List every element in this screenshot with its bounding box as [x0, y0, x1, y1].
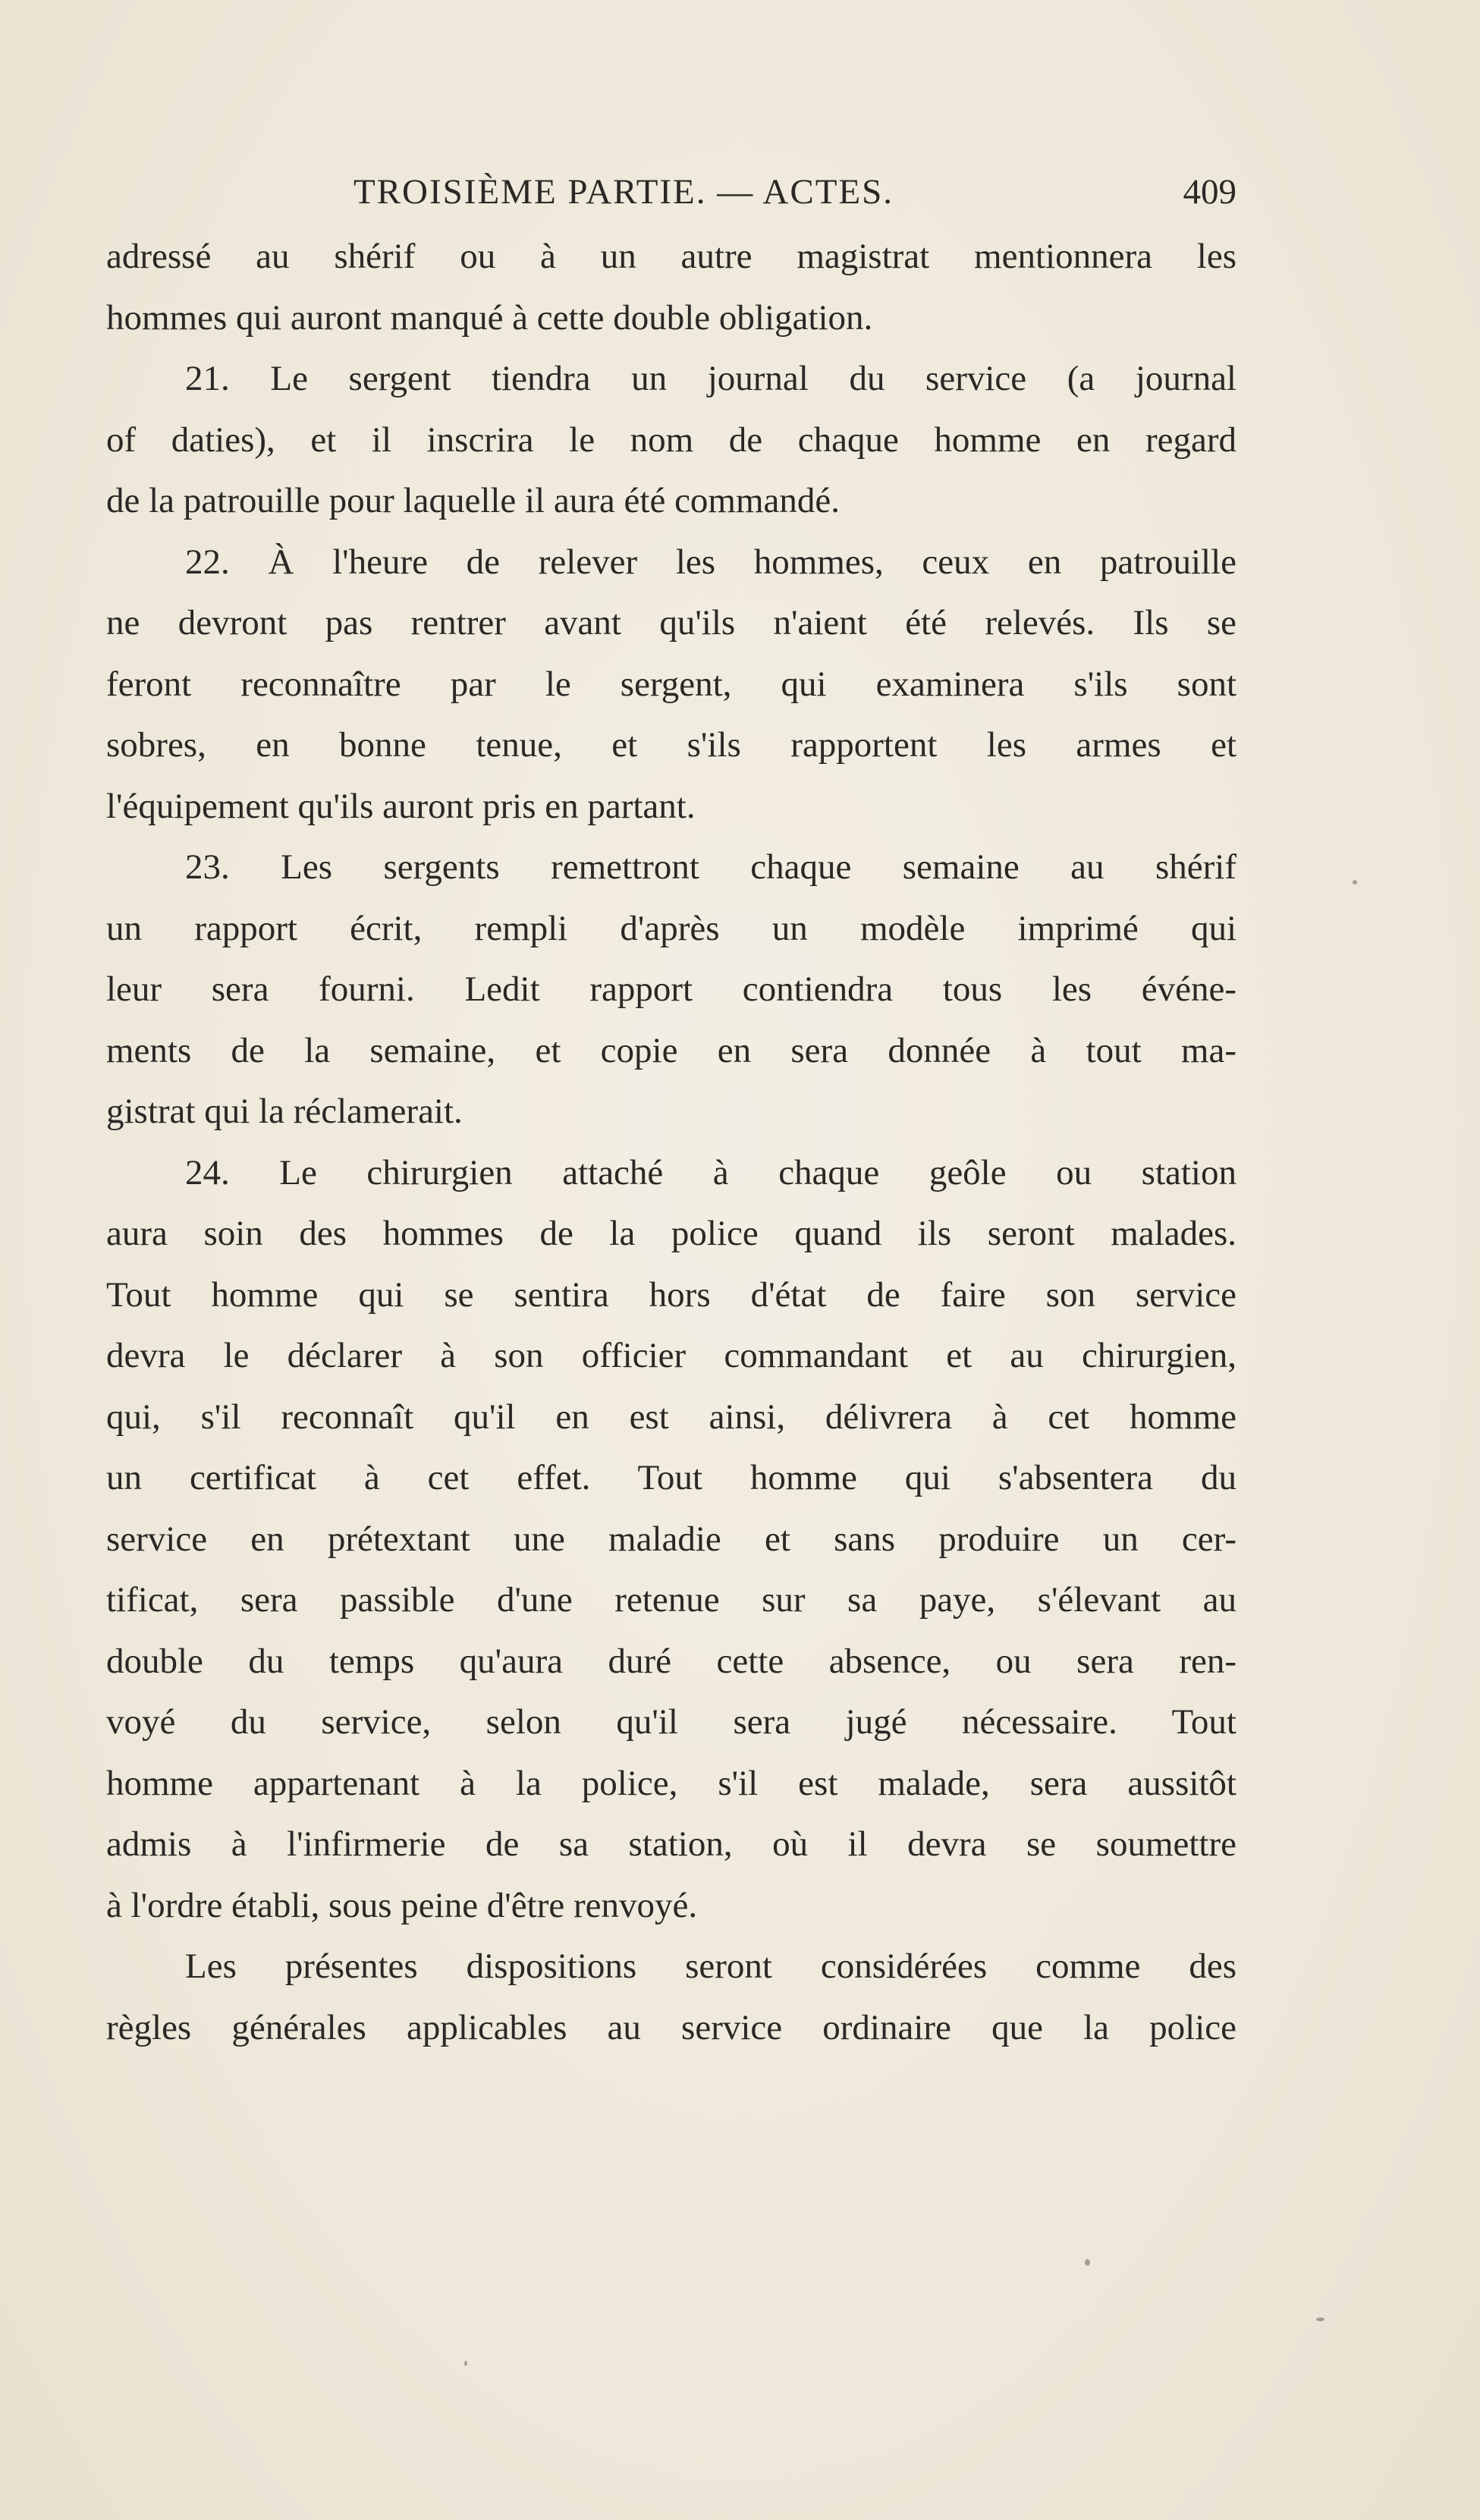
- text-line: leur sera fourni. Ledit rapport contiendra tous les événe-: [106, 969, 1236, 1009]
- text-line: admis à l'infirmerie de sa station, où il devra se soumettre: [106, 1824, 1236, 1864]
- text-line: ne devront pas rentrer avant qu'ils n'aient été relevés. Ils se: [106, 603, 1236, 643]
- text-line: Les présentes dispositions seront considérées comme des: [185, 1947, 1236, 1986]
- text-line: double du temps qu'aura duré cette absence, ou sera ren-: [106, 1641, 1236, 1681]
- text-line: un rapport écrit, rempli d'après un modèle imprimé qui: [106, 908, 1236, 948]
- paper-speck: [1316, 2317, 1324, 2321]
- text-line: sobres, en bonne tenue, et s'ils rapportent les armes et: [106, 725, 1236, 765]
- text-line: un certificat à cet effet. Tout homme qui s'absentera du: [106, 1458, 1236, 1497]
- text-line: homme appartenant à la police, s'il est malade, sera aussitôt: [106, 1763, 1236, 1803]
- running-header: [106, 165, 1236, 218]
- text-line: hommes qui auront manqué à cette double obligation.: [106, 297, 873, 338]
- text-line: à l'ordre établi, sous peine d'être renvoyé.: [106, 1885, 698, 1925]
- text-line: règles générales applicables au service ordinaire que la police: [106, 2007, 1236, 2047]
- text-line: 23. Les sergents remettront chaque semaine au shérif: [185, 847, 1236, 887]
- text-line: ments de la semaine, et copie en sera donnée à tout ma-: [106, 1030, 1236, 1070]
- text-line: Tout homme qui se sentira hors d'état de faire son service: [106, 1274, 1236, 1315]
- paper-speck: [464, 2361, 467, 2366]
- paper-speck: [1085, 2259, 1090, 2266]
- text-line: qui, s'il reconnaît qu'il en est ainsi, délivrera à cet homme: [106, 1397, 1236, 1437]
- paper-speck: [1353, 880, 1357, 885]
- running-title: TROISIÈME PARTIE. — ACTES.: [354, 172, 894, 212]
- text-line: devra le déclarer à son officier commandant et au chirurgien,: [106, 1336, 1236, 1375]
- text-line: voyé du service, selon qu'il sera jugé nécessaire. Tout: [106, 1702, 1236, 1742]
- text-line: service en prétextant une maladie et sans produire un cer-: [106, 1519, 1236, 1559]
- page-number: 409: [1183, 172, 1236, 212]
- text-line: 22. À l'heure de relever les hommes, ceux en patrouille: [185, 542, 1236, 582]
- text-line: l'équipement qu'ils auront pris en partant.: [106, 786, 696, 826]
- text-line: feront reconnaître par le sergent, qui examinera s'ils sont: [106, 664, 1236, 704]
- text-line: of daties), et il inscrira le nom de chaque homme en regard: [106, 419, 1236, 460]
- text-line: aura soin des hommes de la police quand ils seront malades.: [106, 1214, 1236, 1253]
- text-line: de la patrouille pour laquelle il aura été commandé.: [106, 481, 841, 520]
- text-line: gistrat qui la réclamerait.: [106, 1092, 463, 1131]
- text-line: tificat, sera passible d'une retenue sur sa paye, s'élevant au: [106, 1580, 1236, 1620]
- text-line: adressé au shérif ou à un autre magistrat mentionnera les: [106, 237, 1236, 276]
- body-text: [106, 226, 1236, 2058]
- text-line: 21. Le sergent tiendra un journal du service (a journal: [185, 359, 1236, 398]
- text-line: 24. Le chirurgien attaché à chaque geôle ou station: [185, 1152, 1236, 1192]
